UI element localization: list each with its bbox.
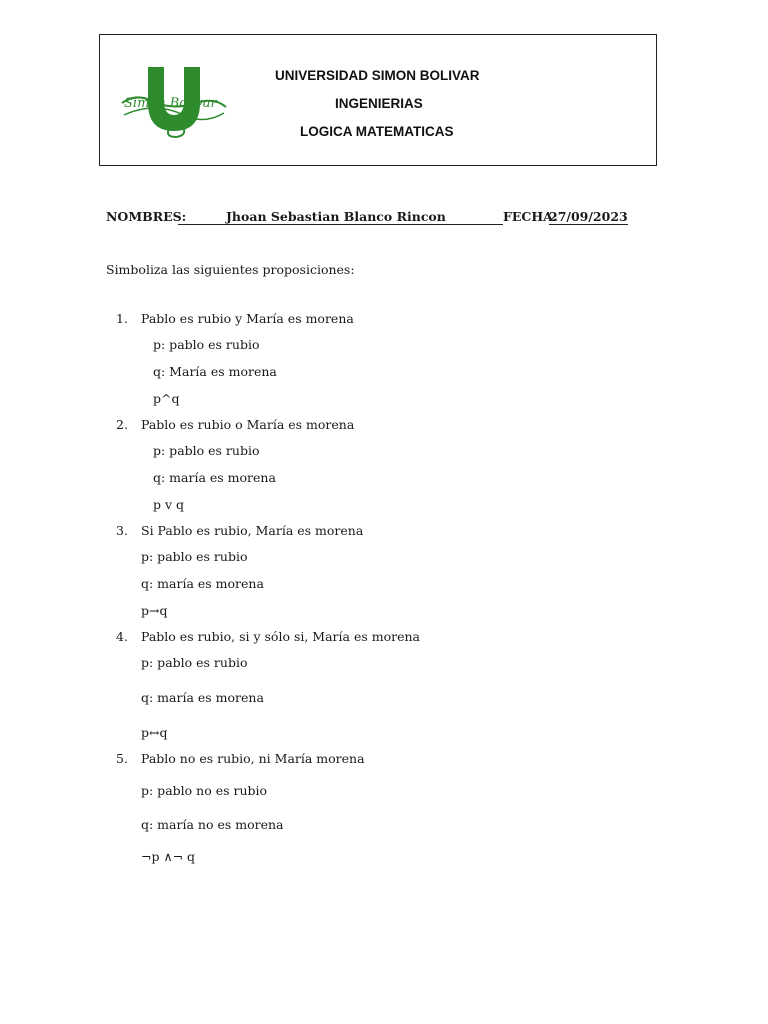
item-number: 4. [116,629,128,644]
item-q-definition: q: María es morena [153,364,277,379]
item-p-definition: p: pablo es rubio [153,443,260,458]
item-statement: Pablo es rubio, si y sólo si, María es morena [141,629,420,644]
item-p-definition: p: pablo no es rubio [141,783,268,798]
item-symbolization: p↔q [141,725,168,740]
fecha-label: FECHA: [503,209,558,224]
student-info-row [106,209,666,229]
header-box [99,34,657,166]
item-number: 2. [116,417,128,432]
item-statement: Pablo no es rubio, ni María morena [141,751,365,766]
nombres-underline-left [178,209,226,225]
item-symbolization: p v q [153,497,185,512]
item-number: 5. [116,751,128,766]
faculty-name: INGENIERIAS [335,96,423,111]
nombres-underline-right [421,209,503,225]
item-q-definition: q: maría no es morena [141,817,284,832]
item-q-definition: q: maría es morena [153,470,276,485]
course-name: LOGICA MATEMATICAS [300,124,454,139]
item-statement: Si Pablo es rubio, María es morena [141,523,364,538]
fecha-value: 27/09/2023 [549,209,628,224]
item-symbolization: p^q [153,391,180,406]
item-p-definition: p: pablo es rubio [141,655,248,670]
item-number: 1. [116,311,128,326]
item-symbolization: ¬p ∧¬ q [141,849,196,864]
instruction-text: Simboliza las siguientes proposiciones: [106,262,355,277]
item-q-definition: q: maría es morena [141,576,264,591]
item-p-definition: p: pablo es rubio [141,549,248,564]
university-logo [118,63,230,141]
item-p-definition: p: pablo es rubio [153,337,260,352]
item-statement: Pablo es rubio o María es morena [141,417,355,432]
item-number: 3. [116,523,128,538]
nombres-label: NOMBRES: [106,209,187,224]
item-symbolization: p→q [141,603,168,618]
logo-text: Simon Bolivar [124,96,217,111]
nombres-value: Jhoan Sebastian Blanco Rincon [226,209,446,224]
university-name: UNIVERSIDAD SIMON BOLIVAR [275,68,480,83]
item-q-definition: q: maría es morena [141,690,264,705]
item-statement: Pablo es rubio y María es morena [141,311,354,326]
